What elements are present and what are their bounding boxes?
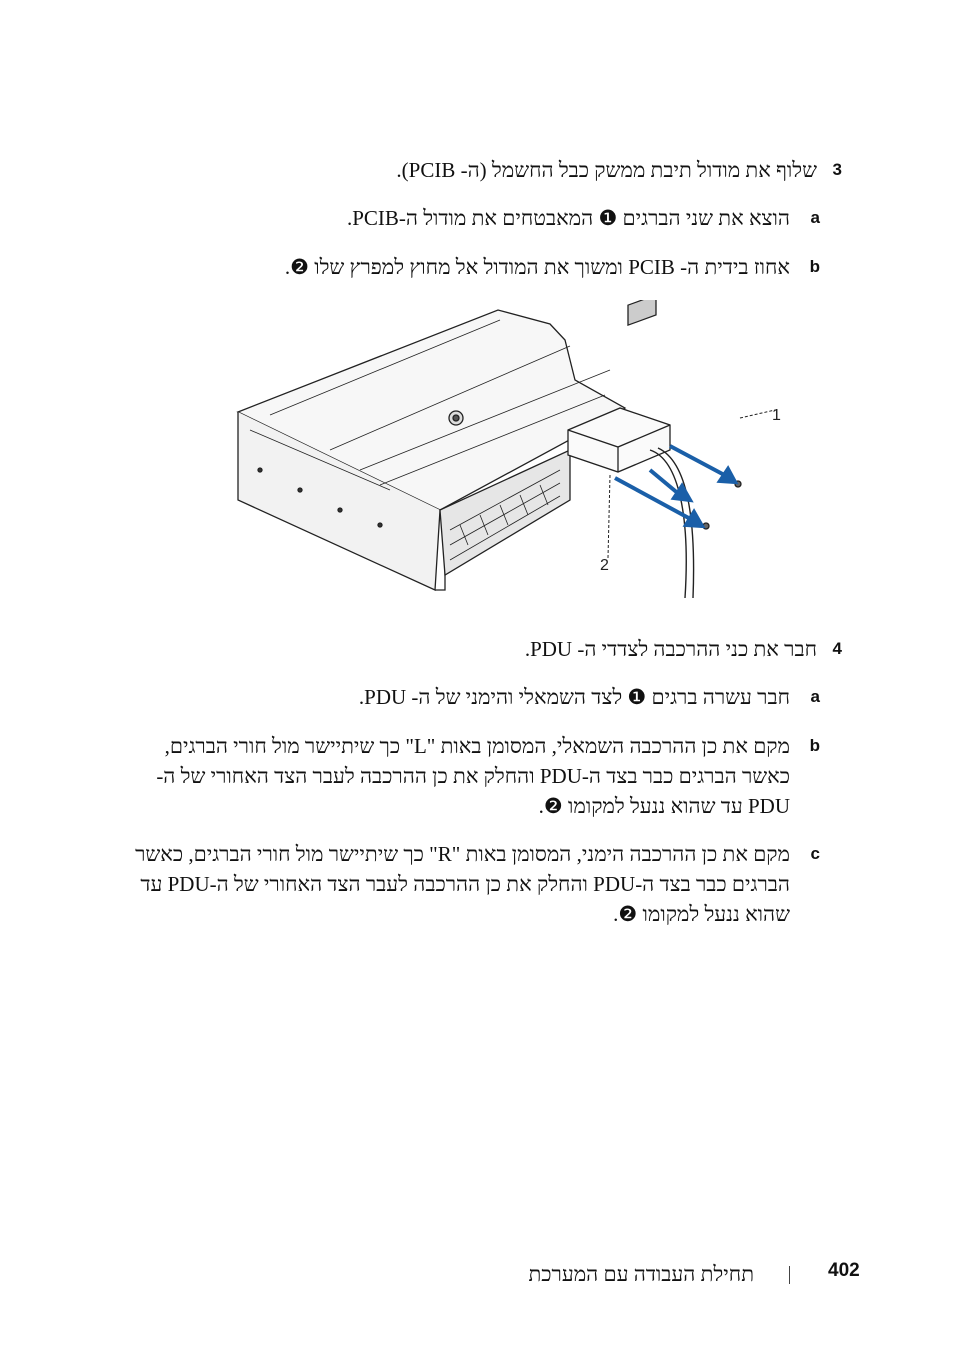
footer-separator [789, 1266, 790, 1284]
substep-4b [140, 731, 820, 821]
callout-2: 2 [600, 557, 609, 574]
pull-arrow [650, 470, 680, 495]
page-number: 402 [828, 1260, 860, 1281]
pcib-removal-illustration [230, 300, 790, 600]
step-3 [242, 155, 842, 185]
step-number: 4 [832, 639, 842, 658]
substep-text: חבר עשרה ברגים ❶ לצד השמאלי והימני של ה- PDU. [358, 685, 790, 709]
substep-3b [200, 252, 820, 282]
step-text: שלוף את מודול תיבת ממשק כבל החשמל (ה- PCIB). [396, 158, 817, 182]
substep-4a [260, 682, 820, 712]
substep-letter: a [810, 208, 820, 227]
substep-letter: b [809, 736, 820, 755]
substep-text: מקם את כן ההרכבה הימני, המסומן באות "R" כך שיתיישר מול חורי הברגים, כאשר הברגים כבר בצד ה-PDU והחלק את כן ההרכבה לעבר הצד האחורי של ה-PDU עד שהוא ננעל למקומו ❷. [135, 842, 790, 926]
substep-text: הוצא את שני הברגים ❶ המאבטחים את מודול ה-PCIB. [346, 206, 790, 230]
step-number: 3 [832, 160, 842, 179]
substep-4c [130, 839, 820, 929]
substep-letter: b [809, 257, 820, 276]
callout-1: 1 [772, 407, 781, 424]
substep-3a [260, 203, 820, 233]
step-4 [242, 634, 842, 664]
substep-letter: c [810, 844, 820, 863]
substep-text: מקם את כן ההרכבה השמאלי, המסומן באות "L" כך שיתיישר מול חורי הברגים, כאשר הברגים כבר בצד ה-PDU והחלק את כן ההרכבה לעבר הצד האחורי של ה-PDU עד שהוא ננעל למקומו ❷. [156, 734, 790, 818]
callout-2-leader [608, 475, 610, 558]
substep-text: אחוז בידית ה- PCIB ומשוך את המודול אל מחוץ למפרץ שלו ❷. [284, 255, 790, 279]
callout-1-leader [740, 410, 775, 418]
step-text: חבר את כני ההרכבה לצדדי ה- PDU. [524, 637, 817, 661]
screw-arrow-1 [670, 446, 730, 478]
footer-chapter-title: תחילת העבודה עם המערכת [528, 1262, 754, 1286]
substep-letter: a [810, 687, 820, 706]
